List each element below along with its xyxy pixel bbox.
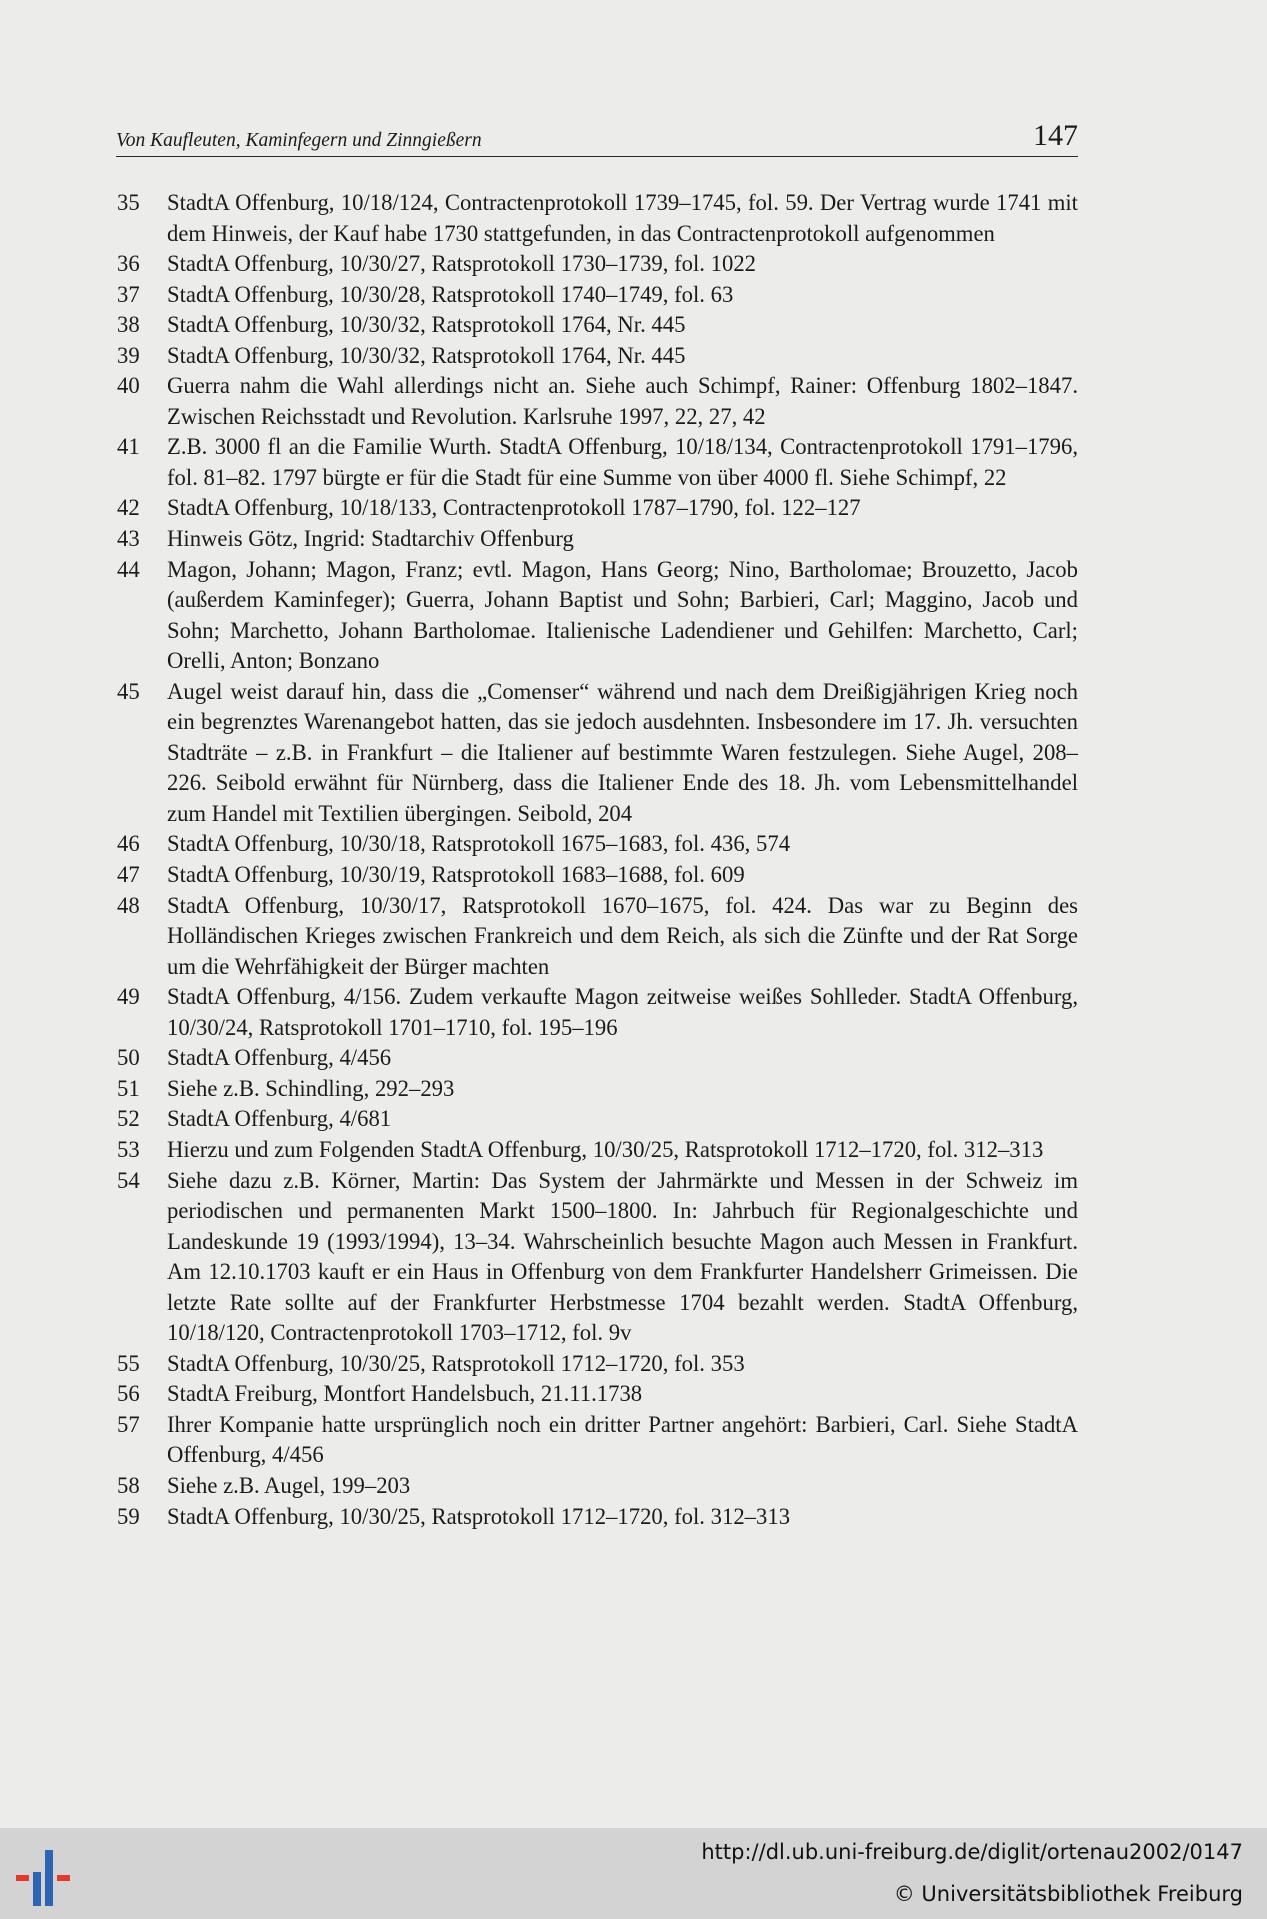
endnote-text: Hinweis Götz, Ingrid: Stadtarchiv Offenburg	[167, 526, 574, 552]
endnote	[116, 1043, 1078, 1074]
endnote-number: 59	[117, 1503, 140, 1529]
endnote	[116, 249, 1078, 280]
endnote	[116, 1502, 1078, 1533]
endnote	[116, 891, 1078, 983]
endnote-text: Siehe z.B. Schindling, 292–293	[167, 1075, 455, 1101]
copyright-notice: © Universitätsbibliothek Freiburg	[893, 1882, 1243, 1906]
endnote-number: 35	[117, 190, 140, 215]
endnote-text: StadtA Offenburg, 10/30/19, Ratsprotokoll 1683–1688, fol. 609	[167, 862, 745, 888]
endnote	[116, 341, 1078, 372]
endnote-number: 46	[117, 831, 140, 857]
endnote-number: 43	[117, 526, 140, 552]
endnote-text: StadtA Offenburg, 10/30/32, Ratsprotokoll 1764, Nr. 445	[167, 312, 686, 338]
endnote-text: StadtA Offenburg, 10/18/124, Contractenprotokoll 1739–1745, fol. 59. Der Vertrag wurde 1741 mit dem Hinweis, der Kauf habe 1730 stattgefunden, in das Contractenprotokoll aufgenommen	[167, 190, 1078, 246]
endnote-number: 36	[117, 251, 140, 277]
endnote-number: 51	[117, 1075, 140, 1101]
endnote-text: StadtA Freiburg, Montfort Handelsbuch, 21.11.1738	[167, 1381, 643, 1407]
running-header	[116, 118, 1078, 157]
endnote-number: 52	[117, 1106, 140, 1132]
endnote-number: 55	[117, 1350, 140, 1376]
logo-red-dash-right	[57, 1875, 70, 1881]
endnote-text: Siehe dazu z.B. Körner, Martin: Das System der Jahrmärkte und Messen in der Schweiz im periodischen und permanenten Markt 1500–1800. In: Jahrbuch für Regionalgeschichte und Landeskunde 19 (1993/1994), 13–34. Wahrscheinlich besuchte Magon auch Messen in Frankfurt. Am 12.10.1703 kauft er ein Haus in Offenburg von dem Frankfurter Handelsherr Grimeissen. Die letzte Rate sollte auf der Frankfurter Herbstmesse 1704 bezahlt werden. StadtA Offenburg, 10/18/120, Contractenprotokoll 1703–1712, fol. 9v	[167, 1167, 1078, 1346]
endnote	[116, 555, 1078, 677]
endnote-number: 41	[117, 434, 140, 460]
endnote	[116, 860, 1078, 891]
endnote-text: StadtA Offenburg, 10/18/133, Contractenprotokoll 1787–1790, fol. 122–127	[167, 495, 861, 521]
endnote-number: 38	[117, 312, 140, 338]
permalink-url[interactable]: http://dl.ub.uni-freiburg.de/diglit/ortenau2002/0147	[701, 1840, 1243, 1864]
endnote	[116, 493, 1078, 524]
endnote-text: StadtA Offenburg, 10/30/28, Ratsprotokoll 1740–1749, fol. 63	[167, 281, 734, 307]
endnote-text: StadtA Offenburg, 10/30/18, Ratsprotokoll 1675–1683, fol. 436, 574	[167, 831, 791, 857]
endnote-text: Augel weist darauf hin, dass die „Comenser“ während und nach dem Dreißigjährigen Krieg noch ein begrenztes Warenangebot hatten, das sie jedoch ausdehnten. Insbesondere im 17. Jh. versuchten Stadträte – z.B. in Frankfurt – die Italiener auf bestimmte Waren festzulegen. Siehe Augel, 208–226. Seibold erwähnt für Nürnberg, dass die Italiener Ende des 18. Jh. vom Lebensmittelhandel zum Handel mit Textilien übergingen. Seibold, 204	[167, 678, 1078, 826]
endnote-number: 44	[117, 556, 140, 582]
endnote	[116, 1349, 1078, 1380]
endnote-number: 47	[117, 862, 140, 888]
endnote-text: StadtA Offenburg, 10/30/25, Ratsprotokoll 1712–1720, fol. 312–313	[167, 1503, 791, 1529]
endnote	[116, 371, 1078, 432]
footer-bar	[0, 1828, 1267, 1919]
endnote	[116, 432, 1078, 493]
endnote-number: 49	[117, 984, 140, 1010]
endnote	[116, 1166, 1078, 1349]
endnote-text: StadtA Offenburg, 4/456	[167, 1045, 392, 1071]
ub-freiburg-logo-icon	[16, 1850, 80, 1906]
endnote-text: Z.B. 3000 fl an die Familie Wurth. StadtA Offenburg, 10/18/134, Contractenprotokoll 1791–1796, fol. 81–82. 1797 bürgte er für die Stadt für eine Summe von über 4000 fl. Siehe Schimpf, 22	[167, 434, 1078, 490]
endnote	[116, 280, 1078, 311]
logo-red-dash-left	[16, 1875, 29, 1881]
endnote-text: StadtA Offenburg, 10/30/17, Ratsprotokoll 1670–1675, fol. 424. Das war zu Beginn des Holländischen Krieges zwischen Frankreich und dem Reich, als sich die Zünfte und der Rat Sorge um die Wehrfähigkeit der Bürger machten	[167, 892, 1078, 979]
endnote	[116, 829, 1078, 860]
endnote-number: 54	[117, 1167, 140, 1193]
endnote-number: 48	[117, 892, 140, 918]
endnote-text: Magon, Johann; Magon, Franz; evtl. Magon, Hans Georg; Nino, Bartholomae; Brouzetto, Jacob (außerdem Kaminfeger); Guerra, Johann Baptist und Sohn; Barbieri, Carl; Maggino, Jacob und Sohn; Marchetto, Johann Bartholomae. Italienische Ladendiener und Gehilfen: Marchetto, Carl; Orelli, Anton; Bonzano	[167, 556, 1078, 674]
logo-blue-bar-short	[33, 1872, 41, 1906]
endnote-number: 40	[117, 373, 140, 399]
endnote	[116, 1104, 1078, 1135]
endnote-number: 50	[117, 1045, 140, 1071]
endnote-text: StadtA Offenburg, 10/30/32, Ratsprotokoll 1764, Nr. 445	[167, 342, 686, 368]
endnote	[116, 1379, 1078, 1410]
endnote-number: 42	[117, 495, 140, 521]
endnote	[116, 1471, 1078, 1502]
endnote-text: Hierzu und zum Folgenden StadtA Offenburg, 10/30/25, Ratsprotokoll 1712–1720, fol. 312–313	[167, 1136, 1044, 1162]
logo-blue-bar-tall	[45, 1850, 53, 1906]
endnote-number: 53	[117, 1136, 140, 1162]
endnote-text: StadtA Offenburg, 4/681	[167, 1106, 392, 1132]
endnote-text: StadtA Offenburg, 4/156. Zudem verkaufte Magon zeitweise weißes Sohlleder. StadtA Offenburg, 10/30/24, Ratsprotokoll 1701–1710, fol. 195–196	[167, 984, 1078, 1040]
endnote-number: 39	[117, 342, 140, 368]
endnote	[116, 1074, 1078, 1105]
endnote-number: 45	[117, 678, 140, 704]
endnote	[116, 1135, 1078, 1166]
endnote-number: 56	[117, 1381, 140, 1407]
endnote-text: Guerra nahm die Wahl allerdings nicht an. Siehe auch Schimpf, Rainer: Offenburg 1802–1847. Zwischen Reichsstadt und Revolution. Karlsruhe 1997, 22, 27, 42	[167, 373, 1078, 429]
endnote-number: 37	[117, 281, 140, 307]
endnote	[116, 524, 1078, 555]
endnote	[116, 310, 1078, 341]
endnote-number: 57	[117, 1411, 140, 1437]
endnote	[116, 188, 1078, 249]
endnote	[116, 677, 1078, 830]
running-title: Von Kaufleuten, Kaminfegern und Zinngießern	[116, 130, 482, 151]
endnote-text: StadtA Offenburg, 10/30/27, Ratsprotokoll 1730–1739, fol. 1022	[167, 251, 757, 277]
endnote	[116, 1410, 1078, 1471]
endnote-text: StadtA Offenburg, 10/30/25, Ratsprotokoll 1712–1720, fol. 353	[167, 1350, 745, 1376]
endnote	[116, 982, 1078, 1043]
endnote-text: Siehe z.B. Augel, 199–203	[167, 1472, 411, 1498]
endnote-text: Ihrer Kompanie hatte ursprünglich noch ein dritter Partner angehört: Barbieri, Carl. Siehe StadtA Offenburg, 4/456	[167, 1411, 1078, 1468]
page-number: 147	[1033, 119, 1078, 152]
endnote-number: 58	[117, 1472, 140, 1498]
endnotes-list	[116, 188, 1078, 1532]
